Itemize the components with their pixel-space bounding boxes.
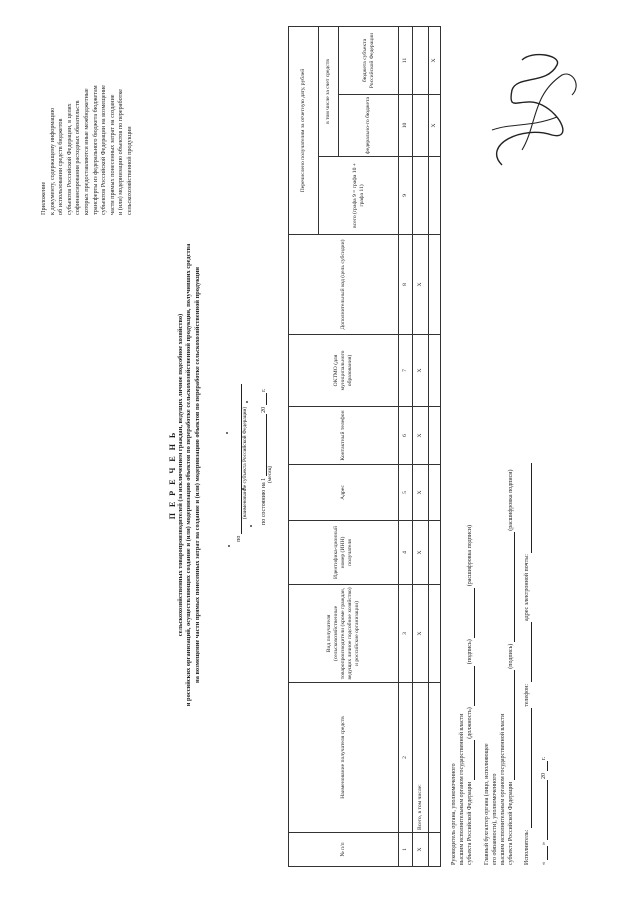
appendix-line: сельскохозяйственной продукции [125, 126, 133, 215]
head-signature [450, 345, 475, 865]
head-line: Руководитель органа, уполномоченного [451, 763, 457, 865]
header-regional: бюджета субъекта Российской Федерации [339, 27, 399, 95]
column-number: 2 [399, 683, 413, 833]
cell: Х [429, 95, 441, 157]
appendix-line: об использовании средств бюджетов [57, 118, 65, 215]
column-number: 7 [399, 335, 413, 407]
row-label: Всего, в том числе: [413, 683, 429, 833]
appendix-note [40, 15, 135, 215]
executor-row [523, 345, 531, 865]
cell[interactable] [429, 465, 441, 521]
executor-blank[interactable] [524, 708, 532, 828]
decode-blank[interactable] [507, 532, 515, 642]
year-blank[interactable] [258, 393, 267, 405]
cell[interactable] [413, 95, 429, 157]
appendix-line: софинансирования расходных обязательств [74, 100, 82, 215]
month-blank[interactable] [258, 414, 267, 476]
column-number: 3 [399, 585, 413, 683]
accountant-line: его обязанности), уполномоченного [491, 773, 498, 865]
appendix-line: Приложение [40, 181, 47, 215]
year-prefix: 20 [261, 406, 267, 413]
decode-caption: (расшифровка подписи) [467, 525, 474, 587]
subject-caption: (наименование субъекта Российской Федерации) [242, 406, 248, 520]
header-total: всего (графа 9 = графа 10 + графа 11) [319, 157, 399, 235]
appendix-line: субъектов Российской Федерации на возмещение [100, 84, 108, 215]
column-number: 4 [399, 521, 413, 585]
cell: Х [413, 235, 429, 335]
signature-block [450, 345, 548, 865]
cell: Х [413, 465, 429, 521]
date-close-quote: » [540, 842, 547, 845]
table-row [413, 27, 429, 867]
cell: Х [413, 407, 429, 465]
phone-label: телефон: [524, 683, 531, 707]
subject-field [233, 353, 248, 573]
column-number: 5 [399, 465, 413, 521]
month-caption: (месяц) [267, 465, 273, 483]
column-numbers-row [399, 27, 413, 867]
cell[interactable] [429, 407, 441, 465]
row-num: Х [413, 833, 429, 867]
executor-label: Исполнитель: [524, 829, 531, 865]
email-label: адрес электронной почты: [524, 554, 531, 621]
cell[interactable] [429, 335, 441, 407]
accountant-line: высшим исполнительным органом государственной власти [500, 713, 507, 865]
accountant-signature [483, 345, 516, 865]
as-of-field [258, 388, 273, 525]
date-row [540, 345, 548, 865]
appendix-line: к документу, содержащему информацию [48, 107, 56, 215]
accountant-line: Главный бухгалтер органа (лицо, исполняющее [483, 743, 490, 865]
column-number: 8 [399, 235, 413, 335]
header-phone: Контактный телефон [289, 407, 399, 465]
handwritten-signature [462, 35, 612, 185]
header-transferred: Перечислено получателям за отчетную дату, рублей [289, 27, 319, 235]
email-blank[interactable] [524, 463, 532, 553]
header-inn: Идентифика-ционный номер (ИНН) получателя [289, 521, 399, 585]
heading-line: сельскохозяйственных товаропроизводителей (за исключением граждан, ведущих личное подсобное хозяйство) [177, 313, 184, 637]
header-num: № п/п [289, 833, 399, 867]
accountant-line: субъекта Российской Федерации [508, 781, 515, 865]
column-number: 9 [399, 157, 413, 235]
cell[interactable] [429, 585, 441, 683]
cell[interactable] [429, 157, 441, 235]
header-address: Адрес [289, 465, 399, 521]
recipients-table [288, 26, 441, 867]
decode-caption: (расшифровка подписи) [508, 469, 515, 531]
cell: Х [429, 27, 441, 95]
cell[interactable] [429, 235, 441, 335]
column-number: 11 [399, 27, 413, 95]
head-line: субъекта Российской Федерации [467, 781, 474, 865]
subject-blank[interactable] [233, 384, 242, 534]
signature-blank[interactable] [507, 670, 515, 780]
header-incl: в том числе за счет средств [319, 27, 339, 157]
cell[interactable] [413, 157, 429, 235]
date-open-quote: « [540, 862, 547, 865]
year-blank[interactable] [540, 762, 548, 772]
column-number: 10 [399, 95, 413, 157]
header-agreement: Дополнительный код (цель субсидии) [289, 235, 399, 335]
row-label [429, 683, 441, 833]
position-caption: (должность) [467, 707, 474, 739]
heading-line: и российских организаций, осуществляющих создание и (или) модернизацию объектов по переработке сельскохозяйственной продукции, получивших средства [185, 243, 193, 707]
phone-blank[interactable] [524, 622, 532, 682]
header-recipient: Наименование получателя средств [289, 683, 399, 833]
appendix-line: которых предоставляются иные межбюджетные [82, 88, 90, 215]
document-title: П Е Р Е Ч Е Н Ь [168, 430, 177, 520]
appendix-line: трансферты из федерального бюджета бюджетам [91, 85, 99, 215]
cell[interactable] [413, 27, 429, 95]
position-blank[interactable] [467, 740, 475, 780]
cell[interactable] [429, 521, 441, 585]
decode-blank[interactable] [467, 588, 475, 638]
cell: Х [413, 585, 429, 683]
date-year: 20 [540, 773, 547, 779]
table-row [429, 27, 441, 867]
document-heading [168, 195, 202, 755]
column-number: 1 [399, 833, 413, 867]
head-line: высшим исполнительным органом государственной власти [459, 713, 466, 865]
appendix-line: части прямых понесенных затрат на создание [108, 94, 116, 215]
month-blank[interactable] [540, 781, 548, 841]
header-type: Вид получателя (сельскохозяйственные товаропроизводители (кроме граждан, ведущих личное подсобное хозяйство) и российские организации) [289, 585, 399, 683]
signature-blank[interactable] [467, 666, 475, 706]
signature-caption: (подпись) [508, 643, 515, 669]
row-num [429, 833, 441, 867]
cell: Х [413, 521, 429, 585]
header-oktmo: ОКТМО (для муниципального образования) [289, 335, 399, 407]
appendix-line: и (или) модернизацию объектов по переработке [117, 89, 125, 215]
cell: Х [413, 335, 429, 407]
as-of-text: по состоянию на 1 [261, 477, 267, 525]
heading-line: на возмещение части прямых понесенных затрат на создание и (или) модернизацию объектов по переработке сельскохозяйственной продукции [193, 267, 201, 683]
appendix-line: субъектов Российской Федерации, в целях [65, 103, 73, 215]
header-federal: федерально-го бюджета [339, 95, 399, 157]
date-suffix: г. [540, 756, 547, 760]
subject-prefix: по [236, 535, 242, 542]
column-number: 6 [399, 407, 413, 465]
signature-caption: (подпись) [467, 639, 474, 665]
year-suffix: г. [261, 388, 267, 392]
day-blank[interactable] [540, 847, 548, 861]
